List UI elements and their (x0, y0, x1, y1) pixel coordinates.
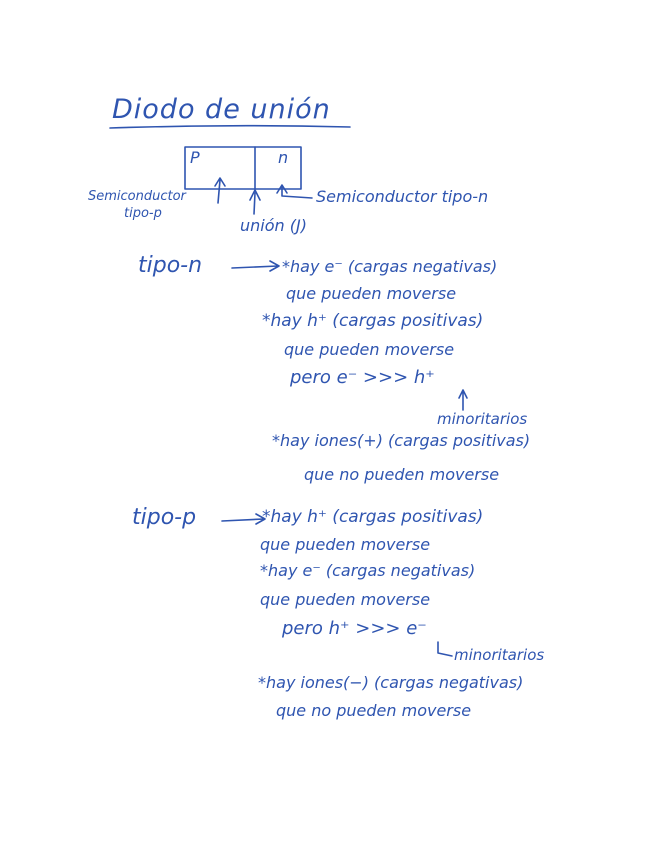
p-line-6: minoritarios (454, 646, 545, 664)
page-title: Diodo de unión (112, 94, 331, 125)
section-label-tipo-n: tipo-n (138, 253, 203, 278)
caption-semiconductor-p-line2: tipo-p (124, 206, 162, 221)
caption-semiconductor-p-line1: Semiconductor (88, 189, 186, 204)
p-line-8: que no pueden moverse (276, 701, 472, 720)
title-underline (110, 126, 350, 128)
caption-junction: unión (J) (240, 216, 307, 235)
n-line-3: *hay h⁺ (cargas positivas) (262, 311, 484, 331)
p-line-5: pero h⁺ >>> e⁻ (282, 618, 427, 639)
arrow-junction (250, 190, 260, 214)
arrow-minoritarios-p (438, 642, 452, 656)
box-label-n: n (278, 148, 289, 167)
n-line-6: minoritarios (437, 410, 528, 428)
n-line-7: *hay iones(+) (cargas positivas) (272, 431, 531, 450)
caption-semiconductor-n: Semiconductor tipo-n (316, 187, 489, 206)
n-line-5: pero e⁻ >>> h⁺ (290, 367, 435, 388)
p-line-7: *hay iones(−) (cargas negativas) (258, 673, 524, 692)
p-line-1: *hay h⁺ (cargas positivas) (262, 507, 484, 527)
n-line-8: que no pueden moverse (304, 465, 500, 484)
box-label-p: P (190, 148, 200, 167)
p-line-4: que pueden moverse (260, 590, 431, 609)
p-line-3: *hay e⁻ (cargas negativas) (260, 561, 476, 580)
arrow-minoritarios-n (459, 390, 467, 410)
arrow-p-region (215, 178, 225, 203)
arrow-tipo-p (222, 514, 265, 524)
n-line-4: que pueden moverse (284, 340, 455, 359)
arrow-n-region (277, 185, 312, 198)
section-label-tipo-p: tipo-p (132, 505, 197, 530)
p-line-2: que pueden moverse (260, 535, 431, 554)
n-line-1: *hay e⁻ (cargas negativas) (282, 257, 498, 276)
n-line-2: que pueden moverse (286, 284, 457, 303)
arrow-tipo-n (232, 261, 279, 271)
